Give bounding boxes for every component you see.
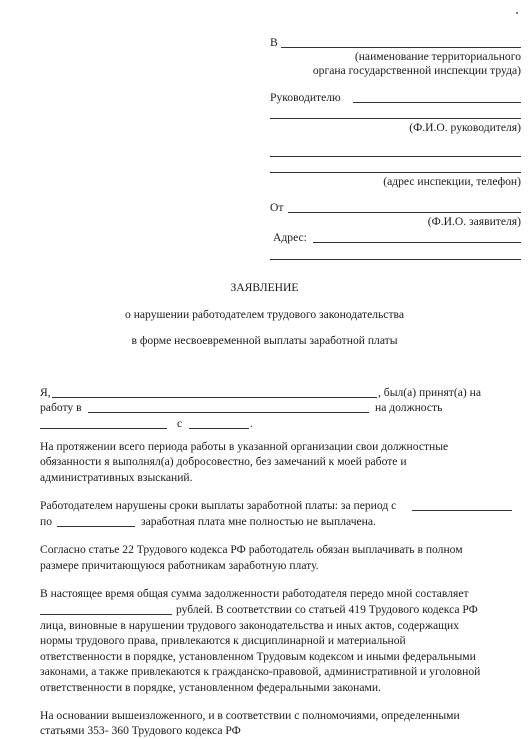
ya-label: Я, — [40, 386, 51, 399]
debt-amount-field[interactable] — [40, 614, 172, 615]
position-field[interactable] — [40, 428, 167, 429]
document-subtitle-1: о нарушении работодателем трудового законодательства — [125, 308, 404, 321]
to-prefix: В — [270, 36, 278, 49]
address-field-1[interactable] — [270, 156, 521, 157]
head-caption: (Ф.И.О. руководителя) — [409, 121, 521, 134]
address-caption: (адрес инспекции, телефон) — [383, 175, 521, 188]
paragraph-debt-line-7: ответственности в порядке, установленном федеральными законами. — [40, 681, 381, 694]
paragraph-duties-line-3: административных взысканий. — [40, 471, 193, 484]
paragraph-violation-line-2: заработная плата мне полностью не выплачена. — [141, 515, 376, 528]
address-field-2[interactable] — [270, 172, 521, 173]
period-end: . — [250, 417, 253, 430]
inspection-caption-1: (наименование территориального — [354, 50, 521, 63]
work-in-label: работу в — [40, 401, 82, 414]
organization-field[interactable] — [88, 412, 369, 413]
applicant-caption: (Ф.И.О. заявителя) — [427, 215, 521, 228]
paragraph-law-line-1: Согласно статье 22 Трудового кодекса РФ работодатель обязан выплачивать в полном — [40, 543, 463, 556]
addr-label: Адрес: — [273, 231, 307, 244]
employee-name-field[interactable] — [52, 397, 377, 398]
document-subtitle-2: в форме несвоевременной выплаты заработной платы — [131, 334, 398, 347]
paragraph-duties-line-1: На протяжении всего периода работы в указанной организации свои должностные — [40, 440, 449, 453]
position-label: на должность — [375, 401, 443, 414]
from-label: От — [270, 201, 284, 214]
paragraph-debt-line-6: законами, а также привлекаются к гражданско-правовой, административной и уголовной — [40, 665, 481, 678]
applicant-address-field[interactable] — [313, 242, 521, 243]
applicant-name-field[interactable] — [288, 212, 521, 213]
paragraph-violation-line-1: Работодателем нарушены сроки выплаты заработной платы: за период с — [40, 499, 397, 512]
paragraph-duties-line-2: обязанности я выполнял(а) добросовестно, без замечаний к моей работе и — [40, 455, 407, 468]
head-label: Руководителю — [270, 91, 341, 104]
start-date-field[interactable] — [189, 428, 249, 429]
inspection-name-field[interactable] — [281, 47, 521, 48]
paragraph-basis-line-2: статьями 353- 360 Трудового кодекса РФ — [40, 724, 241, 737]
paragraph-debt-line-5: ответственности в порядке, установленном Трудовым кодексом и иными федеральными — [40, 650, 476, 663]
paragraph-debt-line-2: рублей. В соответствии со статьей 419 Трудового кодекса РФ — [176, 603, 478, 616]
paragraph-basis-line-1: На основании вышеизложенного, и в соответствии с полномочиями, определенными — [40, 709, 460, 722]
paragraph-debt-line-4: нормы трудового права, привлекаются к дисциплинарной и материальной — [40, 634, 406, 647]
document-title: ЗАЯВЛЕНИЕ — [230, 281, 299, 294]
corner-dot — [516, 12, 518, 14]
head-name-field-2[interactable] — [270, 118, 521, 119]
paragraph-debt-line-1: В настоящее время общая сумма задолженности работодателя передо мной составляет — [40, 587, 469, 600]
head-name-field[interactable] — [353, 102, 521, 103]
inspection-caption-2: органа государственной инспекции труда) — [312, 64, 521, 77]
hired-text: , был(а) принят(а) на — [378, 386, 481, 399]
from-date-label: с — [177, 417, 183, 430]
period-end-field[interactable] — [57, 526, 135, 527]
applicant-address-field-2[interactable] — [270, 259, 521, 260]
period-start-field[interactable] — [412, 510, 512, 511]
po-label: по — [40, 515, 53, 528]
paragraph-law-line-2: размере причитающуюся работникам заработную плату. — [40, 559, 319, 572]
paragraph-debt-line-3: лица, виновные в нарушении трудового законодательства и иных актов, содержащих — [40, 619, 460, 632]
